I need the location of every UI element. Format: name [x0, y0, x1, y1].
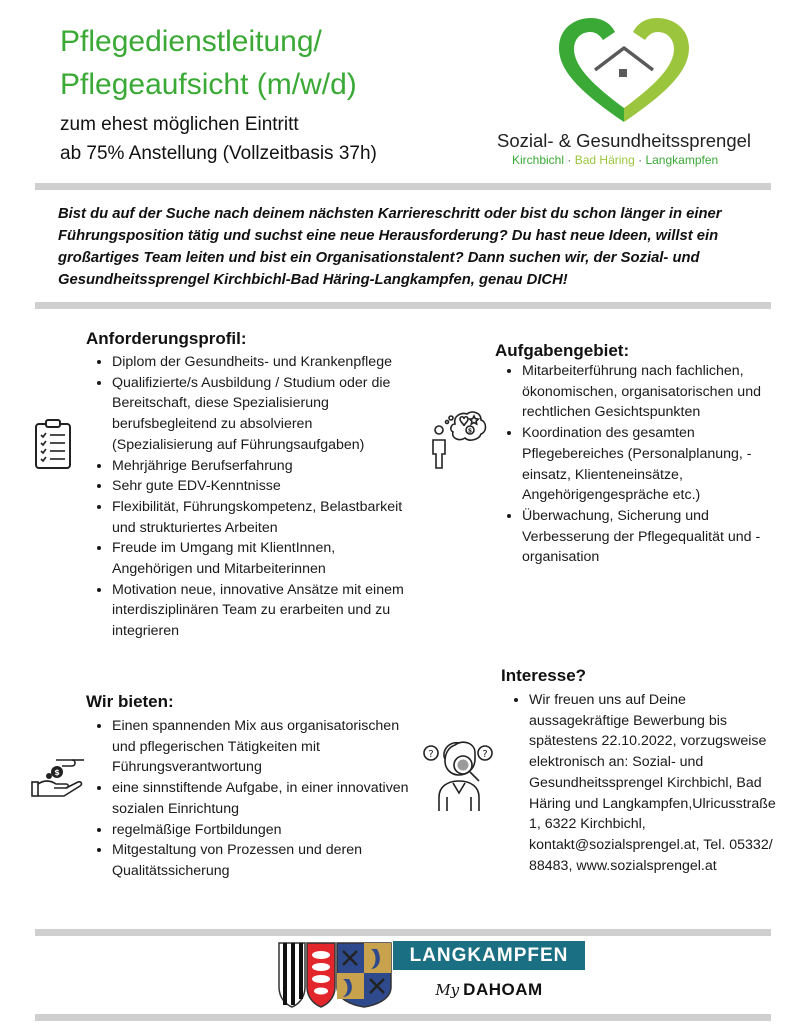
section-heading-requirements: Anforderungsprofil:	[86, 329, 247, 348]
list-item: • Mitgestaltung von Prozessen und deren Qualitätssicherung	[112, 840, 417, 881]
list-item: • Qualifizierte/s Ausbildung / Studium oder die Bereitschaft, diese Spezialisierung berufsbegleitend zu absolvieren (Spezialisierung auf Führungsaufgaben)	[112, 373, 417, 456]
requirements-list	[90, 352, 417, 642]
section-heading-tasks: Aufgabengebiet:	[495, 341, 630, 360]
divider-bottom-2	[35, 1014, 771, 1021]
list-item: • Mehrjährige Berufserfahrung	[112, 456, 417, 477]
divider-bottom-1	[35, 929, 771, 936]
list-item: • Mitarbeiterführung nach fachlichen, ökonomischen, organisatorischen und rechtlichen Gesichtspunkten	[522, 361, 792, 423]
banner-title: LANGKAMPFEN	[393, 941, 585, 970]
langkampfen-banner	[393, 941, 585, 1009]
job-title-line2: Pflegeaufsicht (m/w/d)	[60, 68, 357, 101]
job-title-line1: Pflegedienstleitung/	[60, 25, 322, 58]
list-item: • regelmäßige Fortbildungen	[112, 820, 417, 841]
logo-separator: ·	[567, 153, 572, 167]
person-thinking-icon	[425, 410, 487, 472]
list-item: • Sehr gute EDV-Kenntnisse	[112, 476, 417, 497]
banner-slogan	[393, 970, 585, 1009]
section-heading-offer: Wir bieten:	[86, 692, 174, 711]
heart-house-logo-icon	[553, 14, 695, 126]
banner-slogan-my: My	[435, 981, 460, 999]
list-item: • Koordination des gesamten Pflegebereiches (Personalplanung, -einsatz, Klienteneinsätze, Angehörigengespräche etc.)	[522, 423, 792, 506]
intro-paragraph: Bist du auf der Suche nach deinem nächsten Karriereschritt oder bist du schon länger in einer Führungsposition tätig und suchst eine neue Herausforderung? Du hast neue Ideen, willst ein großartiges Team leiten und bist ein Organisationstalent? Dann suchen wir, der Sozial- und Gesundheitssprengel Kirchbichl-Bad Häring-Langkampfen, genau DICH!	[58, 206, 722, 288]
tasks-list	[500, 361, 792, 568]
list-item: • Diplom der Gesundheits- und Krankenpflege	[112, 352, 417, 373]
list-item: • Einen spannenden Mix aus organisatorischen und pflegerischen Tätigkeiten mit Führungsverantwortung	[112, 716, 417, 778]
interest-list	[507, 690, 781, 876]
job-title	[60, 20, 500, 106]
logo-organization-name: Sozial- & Gesundheitssprengel	[497, 130, 752, 151]
list-item: • eine sinnstiftende Aufgabe, in einer innovativen sozialen Einrichtung	[112, 778, 417, 819]
hand-giving-money-icon	[30, 752, 86, 800]
list-item: • Flexibilität, Führungskompetenz, Belastbarkeit und strukturiertes Arbeiten	[112, 497, 417, 538]
svg-text:$: $	[467, 427, 473, 435]
section-heading-interest: Interesse?	[501, 666, 587, 685]
logo-separator: ·	[638, 153, 643, 167]
banner-slogan-dahoam: DAHOAM	[463, 980, 543, 999]
employment-extent-line: ab 75% Anstellung (Vollzeitbasis 37h)	[60, 143, 377, 164]
svg-text:?: ?	[428, 749, 434, 760]
divider-intro	[35, 302, 771, 309]
svg-text:$: $	[54, 768, 60, 777]
svg-text:?: ?	[482, 749, 488, 760]
logo-place-langkampfen: Langkampfen	[645, 153, 719, 167]
logo-place-kirchbichl: Kirchbichl	[512, 153, 565, 167]
logo-places	[512, 153, 718, 167]
list-item: • Wir freuen uns auf Deine aussagekräftige Bewerbung bis spätestens 22.10.2022, vorzugsweise elektronisch an: Sozial- und Gesundheitssprengel Kirchbichl, Bad Häring und Langkampfen,Ulricusstraße 1, 6322 Kirchbichl, kontakt@sozialsprengel.at, Tel. 05332/ 88483, www.sozialsprengel.at	[529, 690, 781, 876]
logo-place-bad-haering: Bad Häring	[574, 153, 635, 167]
person-magnifier-icon	[421, 735, 497, 813]
clipboard-checklist-icon	[33, 418, 73, 470]
list-item: • Überwachung, Sicherung und Verbesserung der Pflegequalität und -organisation	[522, 506, 792, 568]
offer-list	[90, 716, 417, 882]
start-date-line: zum ehest möglichen Eintritt	[60, 114, 299, 135]
divider-top	[35, 183, 771, 190]
municipal-crests-icon	[277, 941, 393, 1009]
list-item: • Motivation neue, innovative Ansätze mit einem interdisziplinären Team zu erarbeiten und zu integrieren	[112, 580, 417, 642]
list-item: • Freude im Umgang mit KlientInnen, Angehörigen und Mitarbeiterinnen	[112, 538, 417, 579]
